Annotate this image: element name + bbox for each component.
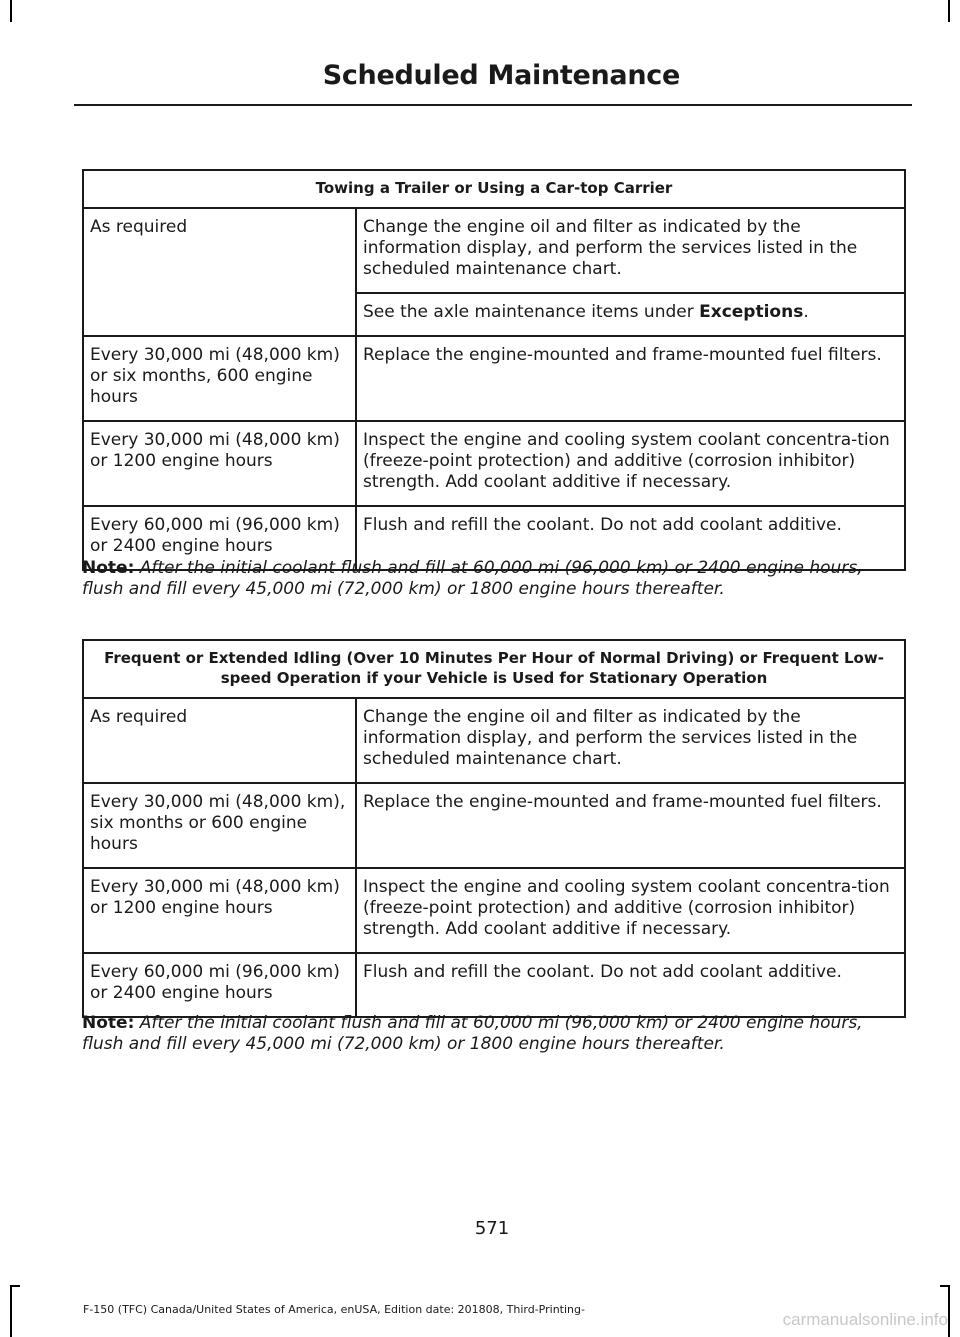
page-title: Scheduled Maintenance <box>322 60 680 91</box>
table-title: Frequent or Extended Idling (Over 10 Minutes Per Hour of Normal Driving) or Frequent Low-speed Operation if your Vehicle is Used for Stationary Operation <box>83 640 905 698</box>
note-text: After the initial coolant flush and fill at 60,000 mi (96,000 km) or 2400 engine hours, flush and fill every 45,000 mi (72,000 km) or 1800 engine hours thereafter. <box>82 1013 863 1054</box>
page-number: 571 <box>474 1218 510 1239</box>
header-rule <box>74 104 912 106</box>
action-cell: Replace the engine-mounted and frame-mounted fuel filters. <box>356 336 905 421</box>
towing-maintenance-table <box>82 169 906 571</box>
note-label: Note: <box>82 558 135 578</box>
crop-mark-bottom-left-h <box>10 1285 20 1287</box>
interval-cell: Every 30,000 mi (48,000 km) or 1200 engine hours <box>83 868 356 953</box>
action-cell: Replace the engine-mounted and frame-mounted fuel filters. <box>356 783 905 868</box>
exceptions-reference: Exceptions <box>699 302 804 322</box>
action-text: See the axle maintenance items under <box>363 302 700 322</box>
table-row <box>83 293 905 336</box>
note-2 <box>82 1013 902 1055</box>
interval-cell: Every 30,000 mi (48,000 km) or 1200 engine hours <box>83 421 356 506</box>
action-cell: Change the engine oil and filter as indicated by the information display, and perform the services listed in the scheduled maintenance chart. <box>356 208 905 293</box>
interval-cell: As required <box>83 698 356 783</box>
action-cell: Inspect the engine and cooling system coolant concentra-tion (freeze-point protection) and additive (corrosion inhibitor) strength. Add coolant additive if necessary. <box>356 868 905 953</box>
crop-mark-top-right <box>948 0 950 22</box>
watermark: carmanualsonline.info <box>782 1310 948 1329</box>
table-row <box>83 208 905 293</box>
note-1 <box>82 558 902 600</box>
note-text: After the initial coolant flush and fill at 60,000 mi (96,000 km) or 2400 engine hours, flush and fill every 45,000 mi (72,000 km) or 1800 engine hours thereafter. <box>82 558 863 599</box>
note-label: Note: <box>82 1013 135 1033</box>
table-row <box>83 698 905 783</box>
interval-cell: Every 30,000 mi (48,000 km) or six months, 600 engine hours <box>83 336 356 421</box>
table-row <box>83 783 905 868</box>
interval-cell: Every 30,000 mi (48,000 km), six months or 600 engine hours <box>83 783 356 868</box>
action-cell: Inspect the engine and cooling system coolant concentra-tion (freeze-point protection) and additive (corrosion inhibitor) strength. Add coolant additive if necessary. <box>356 421 905 506</box>
action-cell: Flush and refill the coolant. Do not add coolant additive. <box>356 506 905 570</box>
interval-cell: Every 60,000 mi (96,000 km) or 2400 engine hours <box>83 506 356 570</box>
crop-mark-bottom-left <box>10 1285 12 1337</box>
action-text-suffix: . <box>803 302 809 322</box>
table-row <box>83 953 905 1017</box>
action-cell: Flush and refill the coolant. Do not add coolant additive. <box>356 953 905 1017</box>
idling-maintenance-table <box>82 639 906 1018</box>
crop-mark-bottom-right-h <box>940 1285 950 1287</box>
table-row <box>83 421 905 506</box>
edition-footer: F-150 (TFC) Canada/United States of America, enUSA, Edition date: 201808, Third-Printing- <box>83 1303 585 1316</box>
crop-mark-bottom-right <box>948 1285 950 1337</box>
interval-cell <box>83 293 356 336</box>
table-title: Towing a Trailer or Using a Car-top Carrier <box>83 170 905 208</box>
interval-cell: Every 60,000 mi (96,000 km) or 2400 engine hours <box>83 953 356 1017</box>
table-row <box>83 336 905 421</box>
action-cell: Change the engine oil and filter as indicated by the information display, and perform the services listed in the scheduled maintenance chart. <box>356 698 905 783</box>
interval-cell: As required <box>83 208 356 293</box>
table-row <box>83 868 905 953</box>
crop-mark-top-left <box>10 0 12 22</box>
action-cell <box>356 293 905 336</box>
